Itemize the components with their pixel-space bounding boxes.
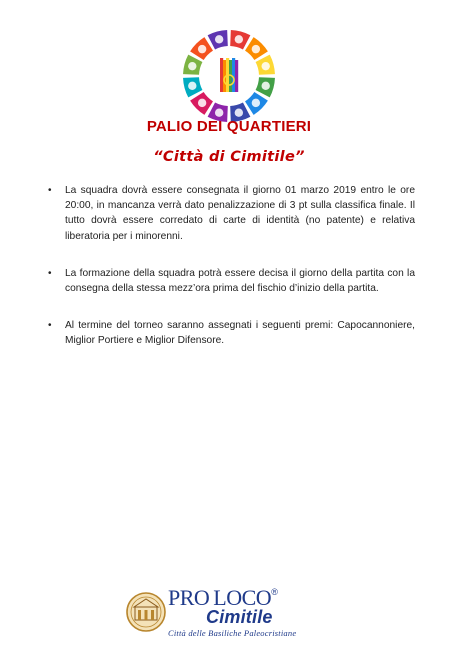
tower-stripe xyxy=(235,60,238,92)
palio-logo xyxy=(176,26,282,126)
brand-loco: LOCO xyxy=(213,585,272,610)
page-subtitle: “Città di Cimitile” xyxy=(153,149,305,165)
wheel-emblem xyxy=(188,82,196,90)
pro-loco-wordmark xyxy=(168,585,297,638)
registered-mark: ® xyxy=(271,587,278,597)
wheel-emblem xyxy=(252,99,260,107)
rules-list xyxy=(48,183,415,371)
list-item-text: La formazione della squadra potrà essere decisa il giorno della partita con la consegna della stessa mezz’ora prima del fischio d’inizio della partita. xyxy=(65,267,415,295)
palio-quartieri-wheel-logo xyxy=(176,26,282,126)
wheel-emblem xyxy=(198,45,206,53)
wheel-emblem xyxy=(262,62,270,70)
list-item-text: La squadra dovrà essere consegnata il giorno 01 marzo 2019 entro le ore 20:00, in mancanza verrà dato penalizzazione di 3 pt sulla classifica finale. Il tutto dovrà essere corredato di carte di identità (no patente) e relativa liberatoria per i minorenni. xyxy=(65,185,415,242)
bullet-icon: • xyxy=(48,320,52,332)
list-item xyxy=(48,183,415,244)
brand-pro: PRO xyxy=(168,585,210,610)
tower-stripe xyxy=(232,58,235,92)
wheel-emblem xyxy=(252,45,260,53)
brand-tagline: Città delle Basiliche Paleocristiane xyxy=(168,628,297,638)
tower-stripe xyxy=(220,58,223,92)
pro-loco-footer xyxy=(126,585,336,641)
brand-city: Cimitile xyxy=(206,607,273,627)
wheel-emblem xyxy=(262,82,270,90)
bullet-icon: • xyxy=(48,267,52,279)
pro-loco-seal-icon xyxy=(126,589,166,635)
bullet-icon: • xyxy=(48,185,52,196)
list-item xyxy=(48,318,415,348)
wheel-emblem xyxy=(198,99,206,107)
wheel-emblem xyxy=(188,62,196,70)
wheel-emblem xyxy=(215,109,223,117)
list-item-text: Al termine del torneo saranno assegnati i seguenti premi: Capocannoniere, Miglior Portiere e Miglior Difensore. xyxy=(65,320,415,347)
wheel-emblem xyxy=(235,35,243,43)
list-item xyxy=(48,266,415,296)
wheel-emblem xyxy=(235,109,243,117)
wheel-emblem xyxy=(215,35,223,43)
page-title: PALIO DEI QUARTIERI xyxy=(146,118,312,135)
